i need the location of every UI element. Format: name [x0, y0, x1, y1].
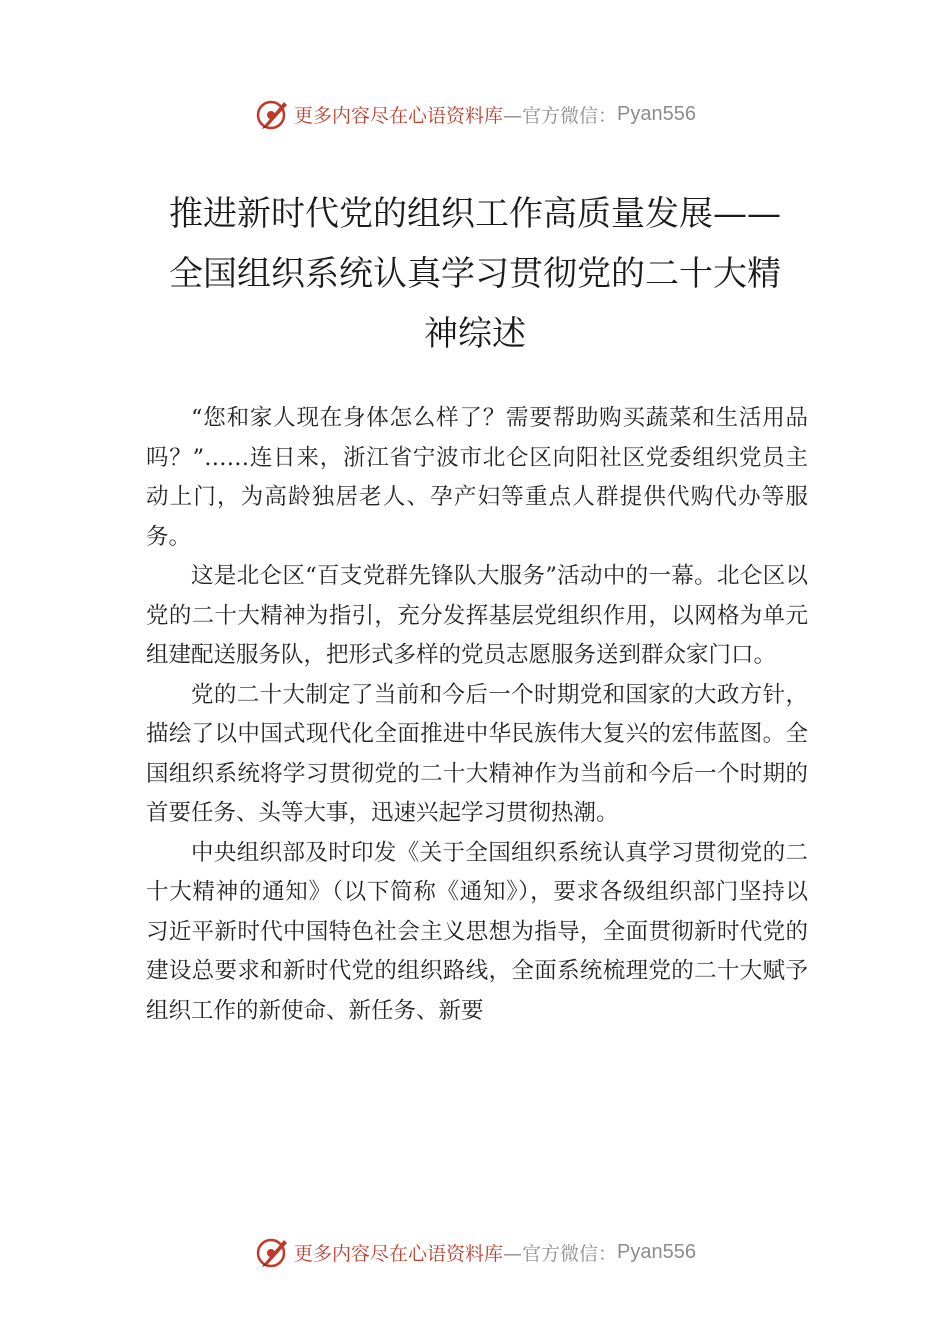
banner-sub-text: —官方微信： [503, 1242, 618, 1265]
document-title [130, 184, 820, 364]
banner-sub-text: —官方微信： [503, 104, 618, 127]
document-body [146, 399, 808, 1031]
title-line-1: 推进新时代党的组织工作高质量发展—— [169, 194, 781, 234]
footer-banner [0, 1232, 950, 1272]
banner-wechat-id: Pyan556 [617, 102, 696, 125]
title-line-3: 神综述 [424, 314, 526, 354]
banner-main-text: 更多内容尽在心语资料库 [294, 1242, 504, 1265]
header-banner [0, 94, 950, 134]
title-line-2: 全国组织系统认真学习贯彻党的二十大精 [169, 254, 781, 294]
paragraph: 党的二十大制定了当前和今后一个时期党和国家的大政方针，描绘了以中国式现代化全面推进中华民族伟大复兴的宏伟蓝图。全国组织系统将学习贯彻党的二十大精神作为当前和今后一个时期的首要任务、头等大事，迅速兴起学习贯彻热潮。 [146, 681, 808, 826]
paragraph: “您和家人现在身体怎么样了？需要帮助购买蔬菜和生活用品吗？”……连日来，浙江省宁波市北仑区向阳社区党委组织党员主动上门，为高龄独居老人、孕产妇等重点人群提供代购代办等服务。 [146, 405, 808, 550]
banner-wechat-id: Pyan556 [617, 1240, 696, 1263]
paragraph: 中央组织部及时印发《关于全国组织系统认真学习贯彻党的二十大精神的通知》（以下简称《通知》），要求各级组织部门坚持以习近平新时代中国特色社会主义思想为指导，全面贯彻新时代党的建设总要求和新时代党的组织路线，全面系统梳理党的二十大赋予组织工作的新使命、新任务、新要 [146, 839, 808, 1024]
pen-logo-icon [254, 1234, 290, 1270]
paragraph: 这是北仑区“百支党群先锋队大服务”活动中的一幕。北仑区以党的二十大精神为指引，充分发挥基层党组织作用，以网格为单元组建配送服务队，把形式多样的党员志愿服务送到群众家门口。 [146, 563, 808, 668]
pen-logo-icon [254, 96, 290, 132]
banner-main-text: 更多内容尽在心语资料库 [294, 104, 504, 127]
